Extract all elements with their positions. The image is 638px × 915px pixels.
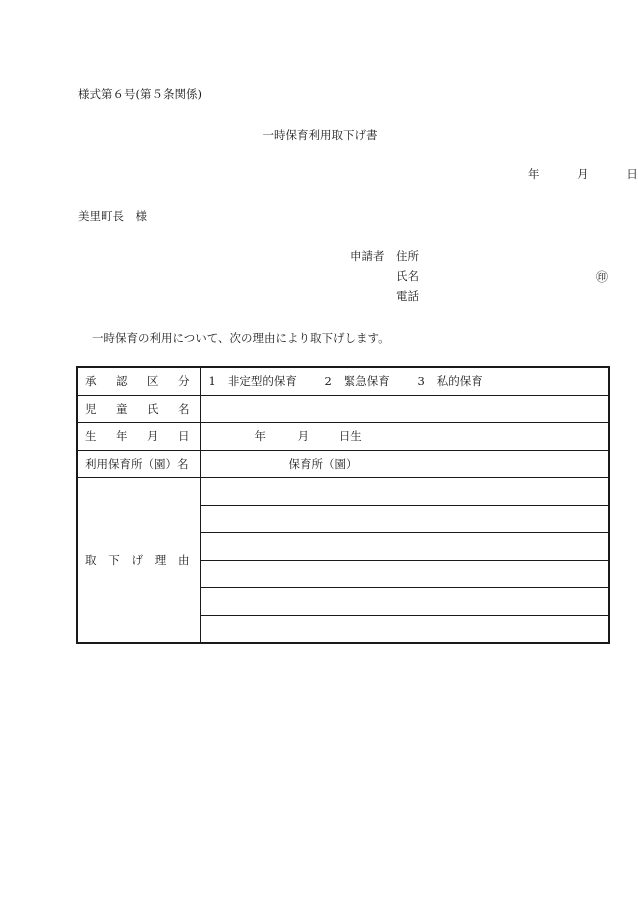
option-number: 1 bbox=[208, 374, 216, 389]
date-month: 月 bbox=[577, 167, 589, 181]
facility-field[interactable] bbox=[200, 450, 609, 478]
option-text: 緊急保育 bbox=[343, 374, 390, 389]
label-char: 年 bbox=[116, 429, 128, 444]
label-char: 理 bbox=[154, 553, 167, 567]
date-day: 日 bbox=[626, 167, 638, 181]
date-line bbox=[528, 166, 638, 182]
label-char: 取 bbox=[85, 553, 97, 567]
option-text: 非定型的保育 bbox=[227, 374, 297, 389]
intro-text: 一時保育の利用について、次の理由により取下げします。 bbox=[92, 331, 390, 345]
child-name-field[interactable] bbox=[200, 395, 609, 423]
birthdate-label bbox=[77, 423, 200, 451]
table-row bbox=[77, 367, 609, 395]
label-char: 区 bbox=[147, 374, 159, 389]
child-name-label bbox=[77, 395, 200, 423]
table-row bbox=[77, 423, 609, 451]
birth-month-unit: 月 bbox=[297, 429, 310, 444]
withdrawal-form-table bbox=[76, 366, 610, 644]
date-year: 年 bbox=[528, 167, 540, 181]
reason-line[interactable] bbox=[200, 478, 609, 506]
table-row bbox=[77, 395, 609, 423]
label-char: 由 bbox=[178, 553, 190, 567]
reason-line[interactable] bbox=[200, 533, 609, 561]
label-char: 月 bbox=[147, 429, 159, 444]
applicant-address-label: 住所 bbox=[396, 249, 419, 263]
label-char: 分 bbox=[178, 374, 190, 389]
birthdate-field[interactable] bbox=[200, 423, 609, 451]
addressee: 美里町長 様 bbox=[78, 209, 147, 223]
reason-line[interactable] bbox=[200, 560, 609, 588]
applicant-label: 申請者 bbox=[350, 249, 385, 263]
form-number: 様式第６号(第５条関係) bbox=[78, 87, 202, 101]
reason-line[interactable] bbox=[200, 505, 609, 533]
label-char: 児 bbox=[85, 401, 97, 416]
applicant-name-label: 氏名 bbox=[396, 269, 419, 283]
reason-label bbox=[77, 478, 200, 644]
reason-line[interactable] bbox=[200, 615, 609, 643]
label-char: 生 bbox=[85, 429, 97, 444]
label-char: 日 bbox=[178, 429, 190, 444]
label-char: 名 bbox=[178, 401, 190, 416]
table-row bbox=[77, 450, 609, 478]
category-options[interactable] bbox=[200, 367, 609, 395]
label-char: 認 bbox=[116, 374, 128, 389]
document-title: 一時保育利用取下げ書 bbox=[262, 128, 378, 142]
birth-day-unit: 日生 bbox=[338, 429, 362, 444]
applicant-phone-label: 電話 bbox=[396, 289, 419, 303]
option-number: 3 bbox=[417, 374, 425, 389]
seal-mark: ㊞ bbox=[596, 270, 609, 284]
facility-label: 利用保育所（園）名 bbox=[77, 450, 200, 478]
reason-line[interactable] bbox=[200, 588, 609, 616]
table-row bbox=[77, 478, 609, 506]
label-char: 承 bbox=[85, 374, 97, 389]
label-char: 下 bbox=[108, 553, 120, 567]
label-char: げ bbox=[131, 553, 143, 567]
category-label bbox=[77, 367, 200, 395]
label-char: 氏 bbox=[147, 401, 159, 416]
label-char: 童 bbox=[116, 401, 128, 416]
birth-year-unit: 年 bbox=[254, 429, 266, 444]
option-text: 私的保育 bbox=[436, 374, 483, 389]
facility-suffix: 保育所（園） bbox=[288, 456, 358, 471]
option-number: 2 bbox=[324, 374, 332, 389]
